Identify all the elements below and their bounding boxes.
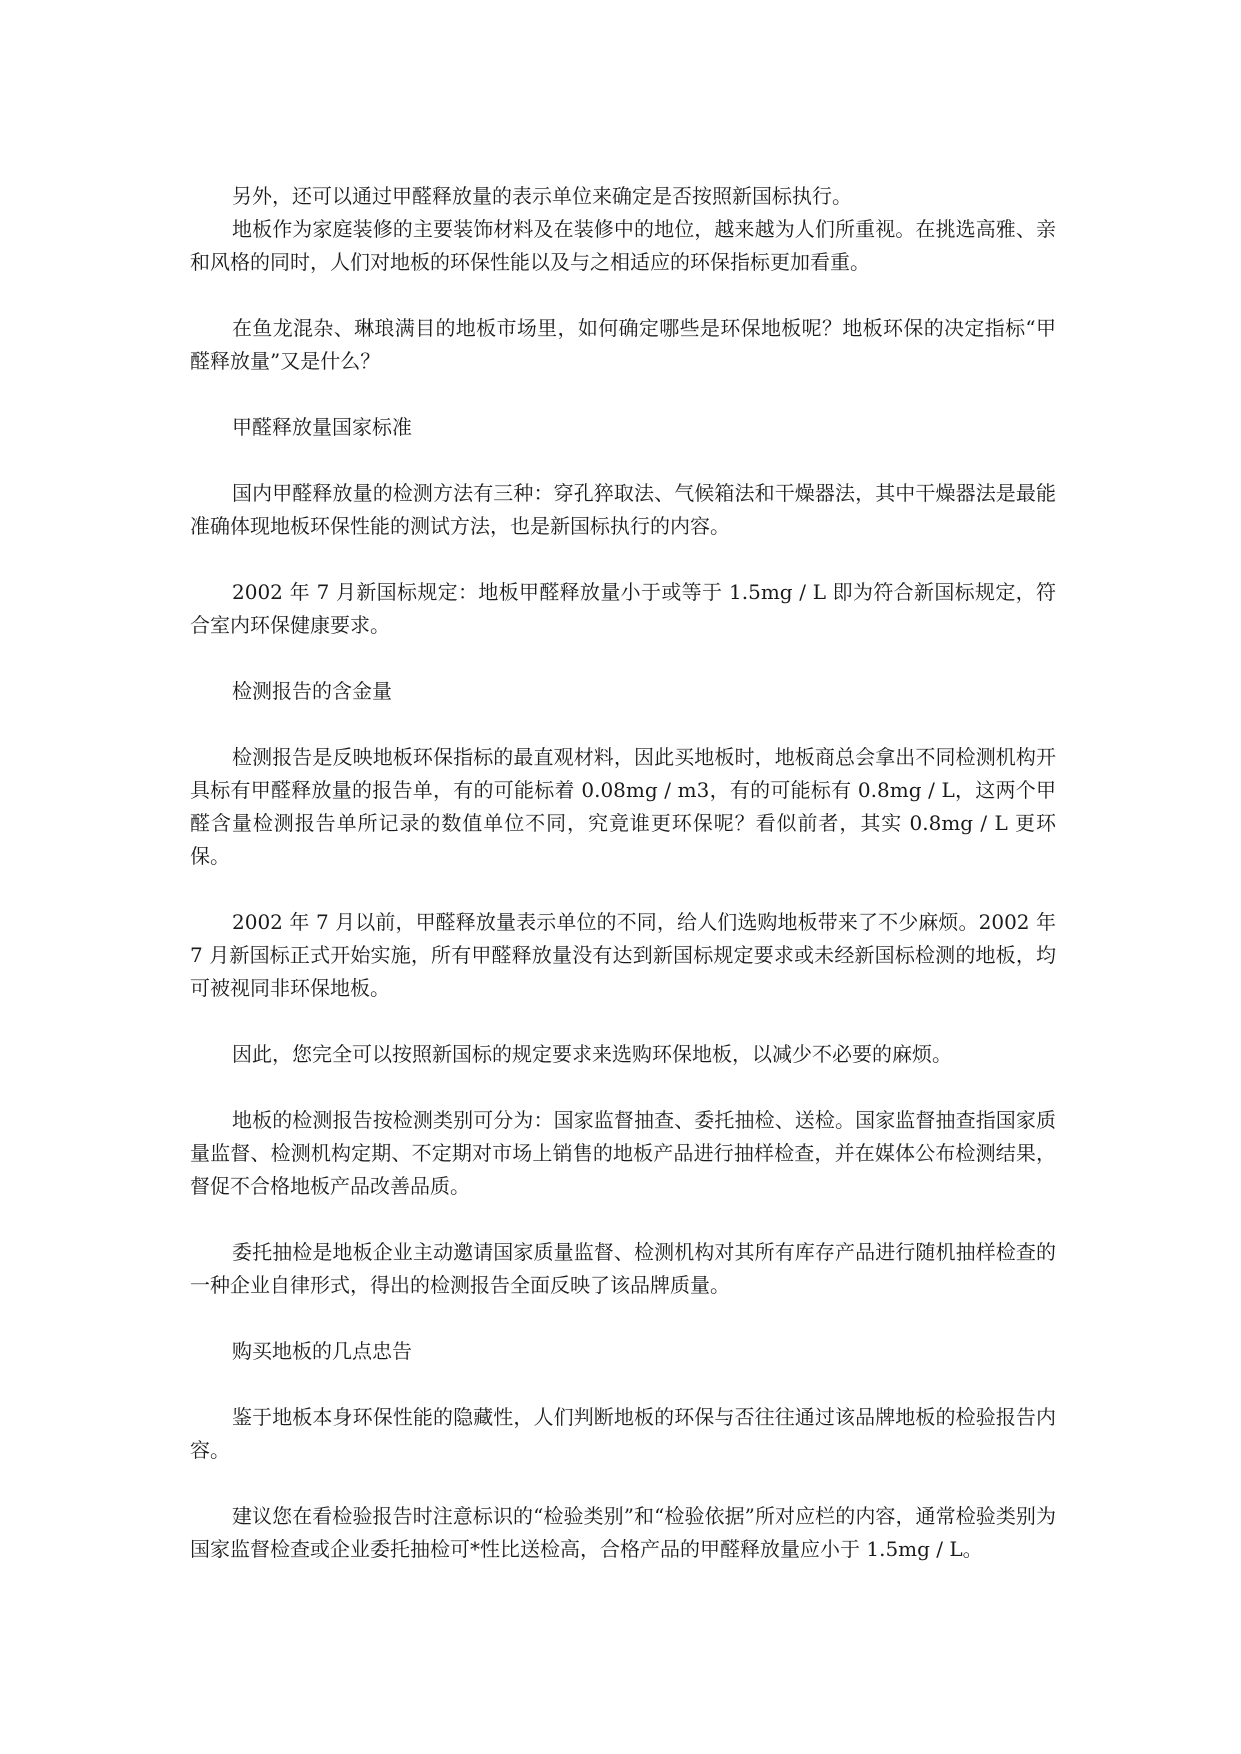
paragraph-spacer <box>190 378 1056 411</box>
paragraph-spacer <box>190 444 1056 477</box>
paragraph-spacer <box>190 708 1056 741</box>
paragraph-spacer <box>190 642 1056 675</box>
document-body <box>190 180 1056 1566</box>
paragraph-spacer <box>190 1005 1056 1038</box>
paragraph: 检测报告是反映地板环保指标的最直观材料，因此买地板时，地板商总会拿出不同检测机构开具标有甲醛释放量的报告单，有的可能标着 0.08mg / m3，有的可能标有 0.8mg / L，这两个甲醛含量检测报告单所记录的数值单位不同，究竟谁更环保呢？看似前者，其实 0.8mg / L 更环保。 <box>190 745 1056 868</box>
section-heading: 甲醛释放量国家标准 <box>232 415 412 439</box>
paragraph: 因此，您完全可以按照新国标的规定要求来选购环保地板，以减少不必要的麻烦。 <box>232 1042 952 1066</box>
section-heading: 检测报告的含金量 <box>232 679 392 703</box>
paragraph: 地板作为家庭装修的主要装饰材料及在装修中的地位，越来越为人们所重视。在挑选高雅、亲和风格的同时，人们对地板的环保性能以及与之相适应的环保指标更加看重。 <box>190 217 1056 274</box>
paragraph: 2002 年 7 月以前，甲醛释放量表示单位的不同，给人们选购地板带来了不少麻烦。2002 年 7 月新国标正式开始实施，所有甲醛释放量没有达到新国标规定要求或未经新国标检测的地板，均可被视同非环保地板。 <box>190 910 1056 1000</box>
paragraph-spacer <box>190 873 1056 906</box>
paragraph-spacer <box>190 1203 1056 1236</box>
paragraph: 鉴于地板本身环保性能的隐藏性，人们判断地板的环保与否往往通过该品牌地板的检验报告内容。 <box>190 1405 1056 1462</box>
paragraph-spacer <box>190 1071 1056 1104</box>
paragraph-spacer <box>190 1467 1056 1500</box>
paragraph-spacer <box>190 279 1056 312</box>
paragraph: 在鱼龙混杂、琳琅满目的地板市场里，如何确定哪些是环保地板呢？地板环保的决定指标“甲醛释放量”又是什么？ <box>190 316 1056 373</box>
section-heading: 购买地板的几点忠告 <box>232 1339 412 1363</box>
paragraph: 建议您在看检验报告时注意标识的“检验类别”和“检验依据”所对应栏的内容，通常检验类别为国家监督检查或企业委托抽检可*性比送检高，合格产品的甲醛释放量应小于 1.5mg / L。 <box>190 1504 1056 1561</box>
paragraph: 2002 年 7 月新国标规定：地板甲醛释放量小于或等于 1.5mg / L 即为符合新国标规定，符合室内环保健康要求。 <box>190 580 1056 637</box>
paragraph: 国内甲醛释放量的检测方法有三种：穿孔猝取法、气候箱法和干燥器法，其中干燥器法是最能准确体现地板环保性能的测试方法，也是新国标执行的内容。 <box>190 481 1056 538</box>
paragraph: 另外，还可以通过甲醛释放量的表示单位来确定是否按照新国标执行。 <box>232 184 852 208</box>
paragraph-spacer <box>190 1368 1056 1401</box>
paragraph-spacer <box>190 1302 1056 1335</box>
paragraph: 地板的检测报告按检测类别可分为：国家监督抽查、委托抽检、送检。国家监督抽查指国家质量监督、检测机构定期、不定期对市场上销售的地板产品进行抽样检查，并在媒体公布检测结果，督促不合格地板产品改善品质。 <box>190 1108 1056 1198</box>
paragraph-spacer <box>190 543 1056 576</box>
paragraph: 委托抽检是地板企业主动邀请国家质量监督、检测机构对其所有库存产品进行随机抽样检查的一种企业自律形式，得出的检测报告全面反映了该品牌质量。 <box>190 1240 1056 1297</box>
